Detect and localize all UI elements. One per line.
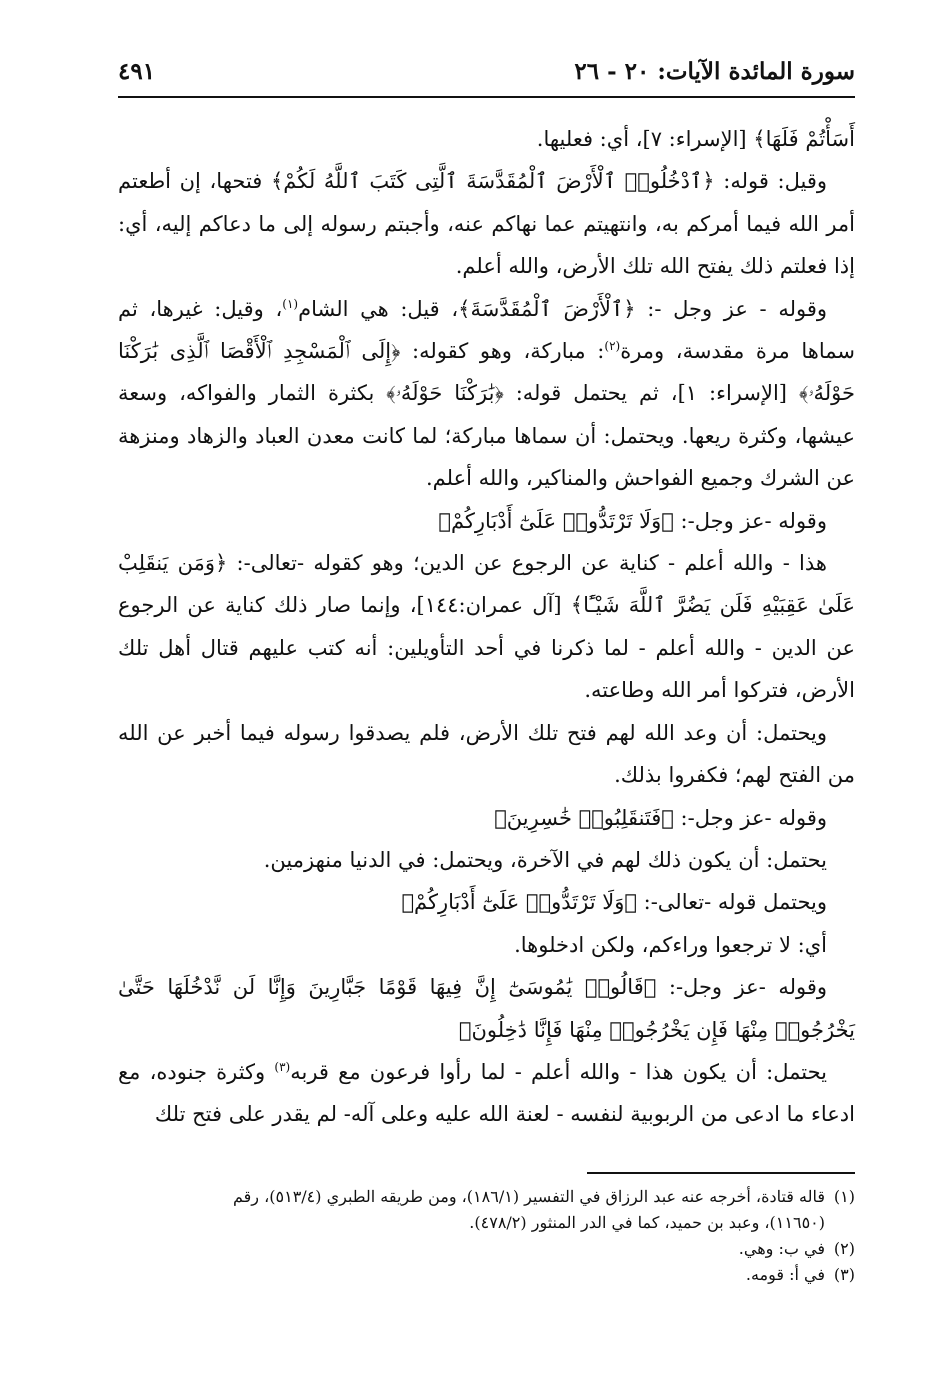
text-run: : مباركة، وهو كقوله: ﴿إِلَى ٱلْمَسْجِدِ ٱلْأَقْصَا ٱلَّذِى بَٰرَكْنَا حَوْلَهُۥ﴾ [الإسراء: ١]، ثم يحتمل قوله: ﴿بَٰرَكْنَا حَوْلَهُۥ﴾ بكثرة الثمار والفواكه، وسعة عيشها، وكثرة ريعها. ويحتمل: أن سماها مباركة؛ لما كانت معدن العباد والزهاد ومنزهة عن الشرك وجميع الفواحش والمناكير، والله أعلم. [118,339,855,491]
paragraph [118,288,855,500]
footnote-marker: (٣) [274,1059,291,1074]
text-run: وكثرة جنوده، مع ادعاء ما ادعى من الربوبية لنفسه - لعنة الله عليه وعلى آله- لم يقدر على فتح تلك [118,1059,855,1127]
footnote-separator [587,1172,855,1174]
paragraph: ويحتمل قوله -تعالى-: ﴿وَلَا تَرْتَدُّوا۟ عَلَىٰٓ أَدْبَارِكُمْ﴾ [401,890,827,915]
footnote-text: قاله قتادة، أخرجه عنه عبد الرزاق في التفسير (١٨٦/١)، ومن طريقه الطبري (٥١٣/٤)، رقم [232,1187,825,1206]
main-text [118,118,855,1136]
footnotes [118,1184,855,1288]
paragraph [118,1051,855,1136]
paragraph: هذا - والله أعلم - كناية عن الرجوع عن الدين؛ وهو كقوله -تعالى-: ﴿وَمَن يَنقَلِبْ عَلَىٰ عَقِبَيْهِ فَلَن يَضُرَّ ٱللَّهَ شَيْـًٔا﴾ [آل عمران:١٤٤]، وإنما صار ذلك كناية عن الرجوع عن الدين - والله أعلم - لما ذكرنا في أحد التأويلين: أنه كتب عليهم قتال أهل تلك الأرض، فتركوا أمر الله وطاعته. [118,551,855,703]
paragraph: ويحتمل: أن وعد الله لهم فتح تلك الأرض، فلم يصدقوا رسوله فيما أخبر عن الله من الفتح لهم؛ فكفروا بذلك. [118,720,855,788]
paragraph: يحتمل: أن يكون ذلك لهم في الآخرة، ويحتمل: في الدنيا منهزمين. [263,847,827,872]
footnote-text: في أ: قومه. [745,1265,825,1284]
paragraph: وقوله -عز وجل-: ﴿فَتَنقَلِبُوا۟ خَٰسِرِينَ﴾ [494,805,827,830]
footnote [118,1262,855,1288]
paragraph: وقيل: قوله: ﴿ٱدْخُلُوا۟ ٱلْأَرْضَ ٱلْمُقَدَّسَةَ ٱلَّتِى كَتَبَ ٱللَّهُ لَكُمْ﴾ فتحها، إن أطعتم أمر الله فيما أمركم به، وانتهيتم عما نهاكم عنه، وأجبتم رسوله إلى ما دعاكم إليه، أي: إذا فعلتم ذلك يفتح الله تلك الأرض، والله أعلم. [118,169,855,279]
text-run: يحتمل: أن يكون هذا - والله أعلم - لما رأوا فرعون مع قربه [290,1059,827,1084]
text-run: وقوله - عز وجل -: ﴿ٱلْأَرْضَ ٱلْمُقَدَّسَةَ﴾، قيل: هي الشام [298,296,827,321]
footnote-number: (٣) [833,1265,855,1284]
page-number: ٤٩١ [118,58,156,85]
footnote-number: (٢) [833,1239,855,1258]
footnote [118,1184,855,1210]
paragraph: أَسَأْتُمْ فَلَهَا﴾ [الإسراء: ٧]، أي: فعليها. [536,127,855,151]
footnote-marker: (٢) [604,339,621,354]
paragraph: أي: لا ترجعوا وراءكم، ولكن ادخلوها. [514,932,827,957]
text-run: ، وقيل: غيرها، ثم سماها مرة مقدسة، ومرة [118,296,855,364]
footnote-number: (١) [833,1187,855,1206]
footnote-continuation: (١١٦٥٠)، وعبد بن حميد، كما في الدر المنثور (٤٧٨/٢). [469,1213,825,1232]
footnote-marker: (١) [282,296,299,311]
running-title: سورة المائدة الآيات: ٢٠ - ٢٦ [574,58,855,85]
page-header [118,56,855,98]
footnote-text: في ب: وهي. [738,1239,825,1258]
paragraph: وقوله -عز وجل-: ﴿قَالُوا۟ يَٰمُوسَىٰٓ إِنَّ فِيهَا قَوْمًا جَبَّارِينَ وَإِنَّا لَن نَّدْخُلَهَا حَتَّىٰ يَخْرُجُوا۟ مِنْهَا فَإِن يَخْرُجُوا۟ مِنْهَا فَإِنَّا دَٰخِلُونَ﴾ [118,975,855,1042]
footnote [118,1236,855,1262]
paragraph: وقوله -عز وجل-: ﴿وَلَا تَرْتَدُّوا۟ عَلَىٰٓ أَدْبَارِكُمْ﴾ [438,508,827,533]
